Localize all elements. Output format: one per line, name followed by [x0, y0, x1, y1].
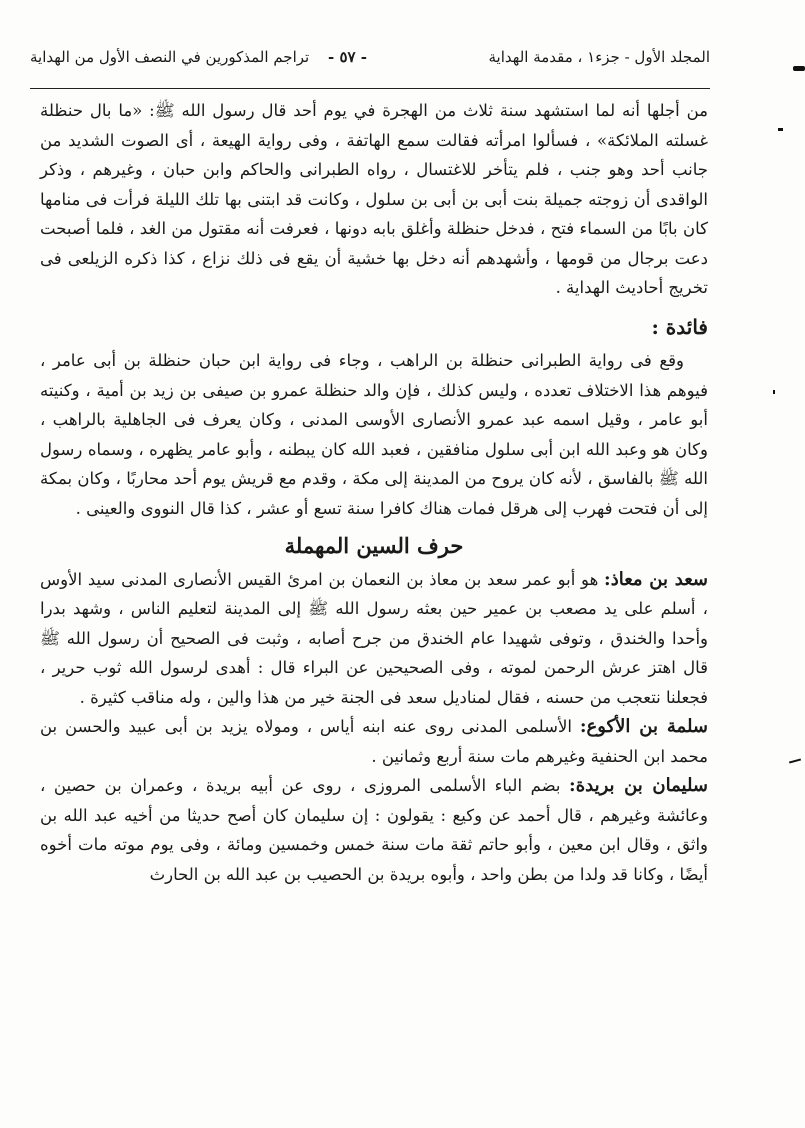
header-running-title: تراجم المذكورين في النصف الأول من الهداية	[30, 48, 310, 66]
paragraph-hanzala-story: من أجلها أنه لما استشهد سنة ثلاث من الهجرة في يوم أحد قال رسول الله ﷺ: «ما بال حنظلة غسلته الملائكة» ، فسألوا امرأته فقالت سمع الهاتفة ، وفى رواية الهيعة ، أى الصوت الشديد من جانب أحد وهو جنب ، فلم يتأخر للاغتسال ، رواه الطبرانى والحاكم وابن حبان ، وغيرهم ، وذكر الواقدى أن زوجته جميلة بنت أبى بن أبى بن سلول ، وكانت قد ابتنى بها تلك الليلة فرأت فى منامها كان بابًا من السماء فتح ، فدخل حنظلة وأغلق بابه دونها ، فعرفت أنه مقتول من الغد ، فلما أصبحت دعت برجال من قومها ، وأشهدهم أنه دخل بها خشية أن يقع فى ذلك نزاع ، كذا ذكره الزيلعى فى تخريج أحاديث الهداية .	[40, 101, 708, 297]
paragraph-faida: وقع فى رواية الطبرانى حنظلة بن الراهب ، وجاء فى رواية ابن حبان حنظلة بن أبى عامر ، فيوهم هذا الاختلاف تعدده ، وليس كذلك ، فإن والد حنظلة عمرو بن صيفى بن زيد بن أمية ، وكنيته أبو عامر ، وقيل اسمه عبد عمرو الأنصارى الأوسى المدنى ، وكان يعرف فى الجاهلية بالراهب ، وكان هو وعبد الله ابن أبى سلول منافقين ، فعبد الله كان يبطنه ، وأبو عامر يظهره ، وسماه رسول الله ﷺ بالفاسق ، لأنه كان يروح من المدينة إلى مكة ، وقدم مع قريش يوم أحد محاربًا ، وكان بمكة إلى أن فتحت فهرب إلى هرقل فمات هناك كافرا سنة تسع أو عشر ، كذا قال النووى والعينى .	[40, 351, 708, 518]
faida-heading: فائدة :	[651, 314, 708, 339]
entry-name: سلمة بن الأكوع:	[579, 716, 708, 737]
entry-name: سليمان بن بريدة:	[569, 775, 708, 796]
page-number: - ٥٧ -	[327, 48, 368, 66]
scan-mark	[793, 66, 805, 71]
scan-mark	[773, 390, 775, 394]
entry-sulayman-bin-burayda	[40, 771, 708, 889]
entry-text: هو أبو عمر سعد بن معاذ بن النعمان بن امرئ القيس الأنصارى المدنى سيد الأوس ، أسلم على يد مصعب بن عمير حين بعثه رسول الله ﷺ إلى المدينة لتعليم الناس ، وشهد بدرا وأحدا والخندق ، وتوفى شهيدا عام الخندق من جرح أصابه ، وثبت فى الصحيح أن رسول الله ﷺ قال اهتز عرش الرحمن لموته ، وفى الصحيحين عن البراء قال : أهدى لرسول الله ثوب حرير ، فجعلنا نتعجب من حسنه ، فقال لمناديل سعد فى الجنة خير من هذا والين ، وله مناقب كثيرة .	[40, 569, 708, 707]
entry-saad-bin-muadh	[40, 565, 708, 713]
page-body	[40, 96, 708, 889]
scan-mark	[778, 128, 783, 131]
entry-text: الأسلمى المدنى روى عنه ابنه أياس ، ومولاه يزيد بن أبى عبيد والحسن بن محمد ابن الحنفية وغيرهم مات سنة أربع وثمانين .	[40, 717, 708, 766]
entry-name: سعد بن معاذ:	[604, 568, 709, 590]
entry-text: بضم الباء الأسلمى المروزى ، روى عن أبيه بريدة ، وعمران بن حصين ، وعائشة وغيرهم ، قال أحمد عن وكيع : يقولون : إن سليمان كان أصح حديثا من أخيه عبد الله بن واثق ، وقال ابن معين ، وأبو حاتم ثقة مات سنة خمس وخمسين ومائة ، وفى يوم موته مات أخوه أيضًا ، وكانا قد ولدا من بطن واحد ، وأبوه بريدة بن الحصيب بن عبد الله بن الحارث	[40, 776, 708, 884]
running-header	[30, 42, 710, 88]
section-title: حرف السين المهملة	[284, 533, 464, 558]
scan-mark	[789, 758, 801, 763]
header-divider	[30, 88, 710, 89]
entry-salama-bin-akwa	[40, 712, 708, 771]
header-volume: المجلد الأول - جزء١ ، مقدمة الهداية	[488, 48, 710, 66]
header-running-title-group	[30, 48, 367, 66]
